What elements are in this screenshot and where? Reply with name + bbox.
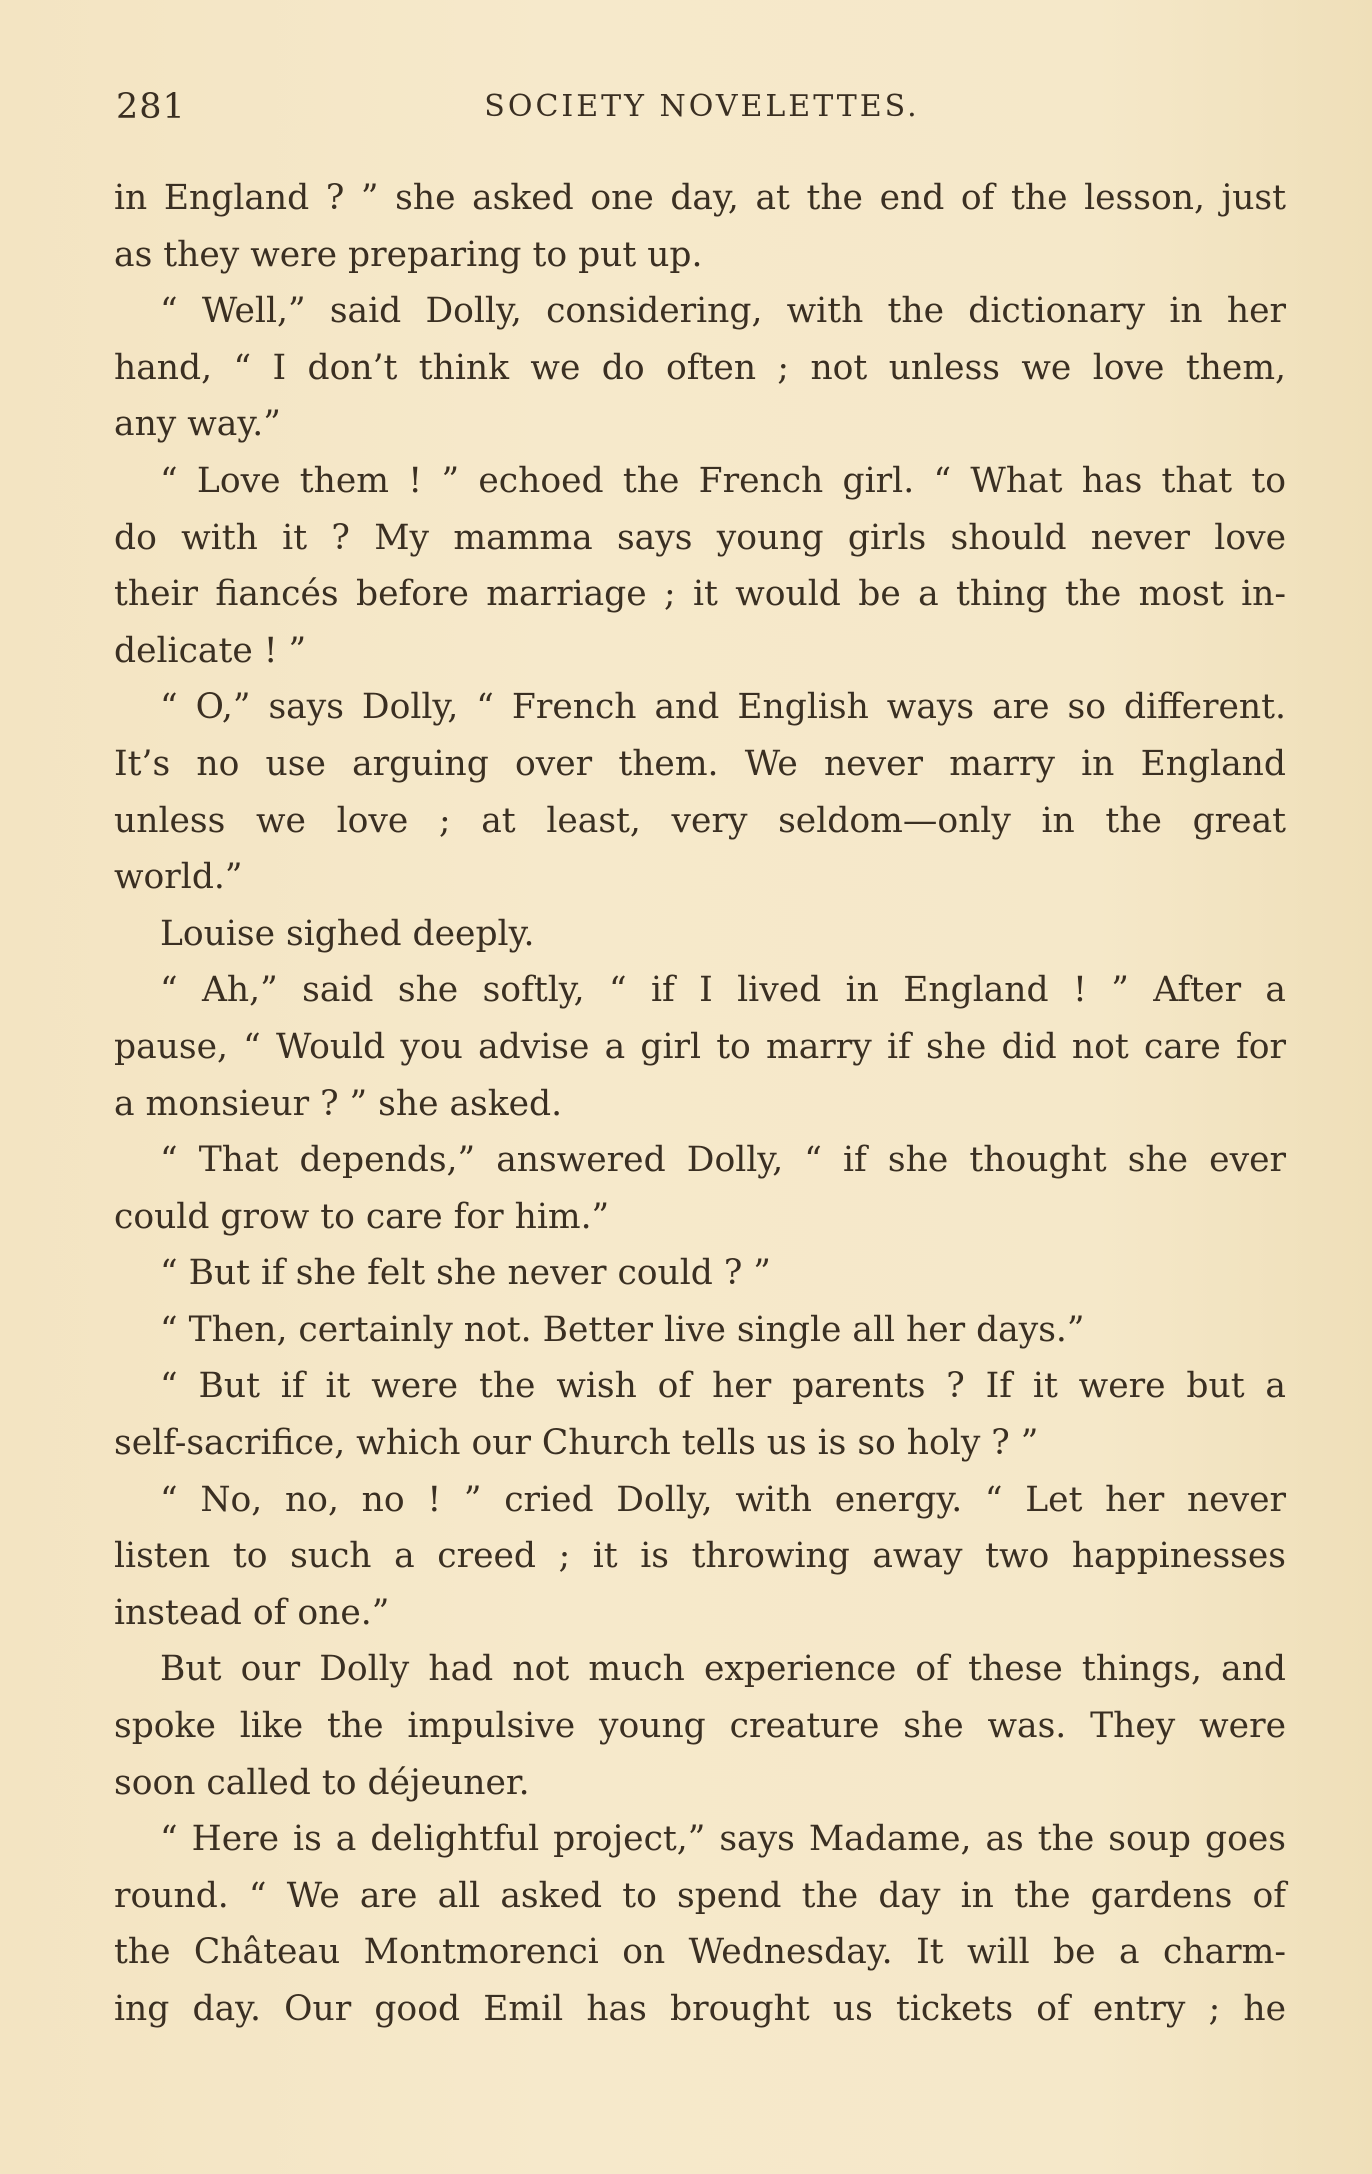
text-line: could grow to care for him.” [114,1196,610,1237]
text-line: world.” [114,857,243,898]
text-line: But our Dolly had not much experience of these things, and [160,1649,1286,1690]
text-line: “ Ah,” said she softly, “ if I lived in England ! ” After a [160,970,1286,1011]
running-title: SOCIETY NOVELETTES. [484,89,920,124]
text-line: “ That depends,” answered Dolly, “ if she thought she ever [160,1140,1286,1181]
text-line: round. “ We are all asked to spend the day in the gardens of [114,1875,1286,1916]
page-number: 281 [116,87,186,127]
text-line: “ O,” says Dolly, “ French and English ways are so different. [160,687,1286,728]
text-line: “ But if she felt she never could ? ” [160,1253,771,1294]
text-line: It’s no use arguing over them. We never marry in England [114,743,1286,784]
text-line: instead of one.” [114,1592,390,1633]
text-line: as they were preparing to put up. [114,234,703,275]
text-line: self-sacrifice, which our Church tells us is so holy ? ” [114,1423,1039,1464]
text-line: “ Then, certainly not. Better live single all her days.” [160,1309,1085,1350]
text-line: spoke like the impulsive young creature she was. They were [114,1706,1286,1747]
text-line: hand, “ I don’t think we do often ; not unless we love them, [114,347,1286,388]
text-line: unless we love ; at least, very seldom—only in the great [114,800,1286,841]
body-text [114,170,1286,2038]
text-line: soon called to déjeuner. [114,1762,530,1803]
text-line: “ Love them ! ” echoed the French girl. “ What has that to [160,460,1286,501]
text-line: any way.” [114,404,281,445]
text-line: ing day. Our good Emil has brought us tickets of entry ; he [114,1989,1286,2029]
text-line: a monsieur ? ” she asked. [114,1083,563,1124]
text-line: delicate ! ” [114,630,307,671]
page-header [116,82,1288,132]
text-line: “ But if it were the wish of her parents ? If it were but a [160,1366,1286,1407]
text-line: “ No, no, no ! ” cried Dolly, with energy. “ Let her never [160,1479,1286,1520]
text-line: their fiancés before marriage ; it would be a thing the most in- [114,574,1286,615]
text-line: pause, “ Would you advise a girl to marry if she did not care for [114,1026,1286,1067]
text-line: the Château Montmorenci on Wednesday. It will be a charm- [114,1932,1286,1973]
text-line: “ Here is a delightful project,” says Madame, as the soup goes [160,1819,1286,1860]
text-line: do with it ? My mamma says young girls should never love [114,517,1286,558]
text-line: in England ? ” she asked one day, at the end of the lesson, just [114,178,1286,218]
text-line: Louise sighed deeply. [160,913,535,954]
text-line: “ Well,” said Dolly, considering, with the dictionary in her [160,291,1286,332]
text-line: listen to such a creed ; it is throwing away two happinesses [114,1536,1286,1577]
